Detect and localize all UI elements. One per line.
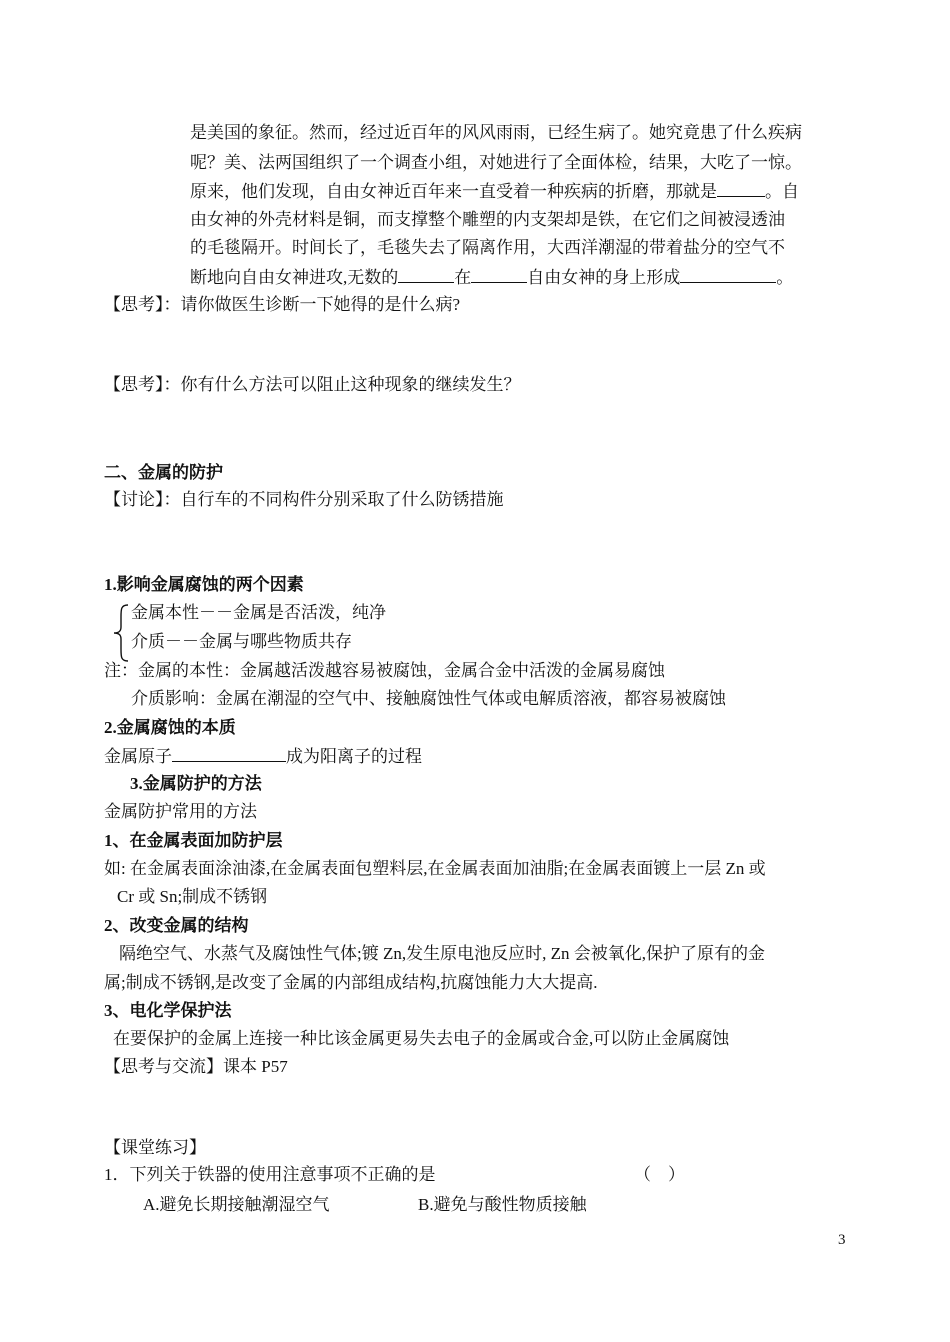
question-1: 1．下列关于铁器的使用注意事项不正确的是 xyxy=(104,1165,436,1184)
discussion-prompt: 【讨论】：自行车的不同构件分别采取了什么防锈措施 xyxy=(104,490,504,509)
left-brace-icon xyxy=(110,603,132,663)
method-1-line-1: 如: 在金属表面涂油漆,在金属表面包塑料层,在金属表面加油脂;在金属表面镀上一层 Zn 或 xyxy=(104,859,766,878)
intro-line-5: 的毛毯隔开。时间长了，毛毯失去了隔离作用，大西洋潮湿的带着盐分的空气不 xyxy=(190,238,785,257)
option-a[interactable]: A.避免长期接触潮湿空气 xyxy=(143,1195,330,1214)
think-exchange: 【思考与交流】课本 P57 xyxy=(104,1057,288,1076)
intro-line-2: 呢？美、法两国组织了一个调查小组，对她进行了全面体检，结果，大吃了一惊。 xyxy=(190,153,802,172)
option-b[interactable]: B.避免与酸性物质接触 xyxy=(418,1195,587,1214)
answer-blank-3[interactable] xyxy=(680,265,776,283)
answer-blank-essence[interactable] xyxy=(172,744,286,762)
method-1-title: 1、在金属表面加防护层 xyxy=(104,831,283,850)
intro-line-4: 由女神的外壳材料是铜，而支撑整个雕塑的内支架却是铁，在它们之间被浸透油 xyxy=(190,210,785,229)
intro-line-3-text: 原来，他们发现，自由女神近百年来一直受着一种疾病的折磨，那就是 xyxy=(190,182,717,201)
answer-blank-1[interactable] xyxy=(398,265,454,283)
intro-line-6-c: 自由女神的身上形成 xyxy=(527,268,681,287)
answer-parentheses[interactable]: （ ） xyxy=(634,1165,685,1184)
factors-title: 1.影响金属腐蚀的两个因素 xyxy=(104,575,304,594)
intro-line-3-end: 。自 xyxy=(765,182,799,201)
page-number: 3 xyxy=(838,1232,846,1248)
section-2-title: 二、金属的防护 xyxy=(104,463,223,482)
intro-line-6 xyxy=(190,265,793,290)
factor-note-1: 注：金属的本性：金属越活泼越容易被腐蚀，金属合金中活泼的金属易腐蚀 xyxy=(104,661,665,680)
methods-intro: 金属防护常用的方法 xyxy=(104,802,257,821)
intro-line-3 xyxy=(190,179,799,204)
method-2-title: 2、改变金属的结构 xyxy=(104,916,249,935)
factor-item-medium: 介质－－金属与哪些物质共存 xyxy=(131,632,352,651)
methods-title: 3.金属防护的方法 xyxy=(130,774,262,793)
essence-text-b: 成为阳离子的过程 xyxy=(286,747,422,766)
answer-blank-disease[interactable] xyxy=(717,179,765,197)
intro-line-1: 是美国的象征。然而，经过近百年的风风雨雨，已经生病了。她究竟患了什么疾病 xyxy=(190,123,802,142)
essence-text-a: 金属原子 xyxy=(104,747,172,766)
intro-line-6-d: 。 xyxy=(776,268,794,287)
essence-title: 2.金属腐蚀的本质 xyxy=(104,718,236,737)
essence-text xyxy=(104,744,422,769)
intro-line-6-a: 断地向自由女神进攻,无数的 xyxy=(190,268,399,287)
think-question-1: 【思考】：请你做医生诊断一下她得的是什么病? xyxy=(104,295,461,314)
method-3-title: 3、电化学保护法 xyxy=(104,1001,232,1020)
factor-item-nature: 金属本性－－金属是否活泼，纯净 xyxy=(131,603,386,622)
method-1-line-2: Cr 或 Sn;制成不锈钢 xyxy=(117,887,268,906)
think-question-2: 【思考】：你有什么方法可以阻止这种现象的继续发生？ xyxy=(104,375,521,394)
practice-title: 【课堂练习】 xyxy=(104,1138,206,1157)
method-2-line-1: 隔绝空气、水蒸气及腐蚀性气体;镀 Zn,发生原电池反应时, Zn 会被氧化,保护了原有的金 xyxy=(119,944,765,963)
factor-note-2: 介质影响：金属在潮湿的空气中、接触腐蚀性气体或电解质溶液，都容易被腐蚀 xyxy=(131,689,726,708)
method-2-line-2: 属;制成不锈钢,是改变了金属的内部组成结构,抗腐蚀能力大大提高. xyxy=(104,973,598,992)
method-3-line-1: 在要保护的金属上连接一种比该金属更易失去电子的金属或合金,可以防止金属腐蚀 xyxy=(113,1029,730,1048)
answer-blank-2[interactable] xyxy=(471,265,527,283)
intro-line-6-b: 在 xyxy=(454,268,472,287)
